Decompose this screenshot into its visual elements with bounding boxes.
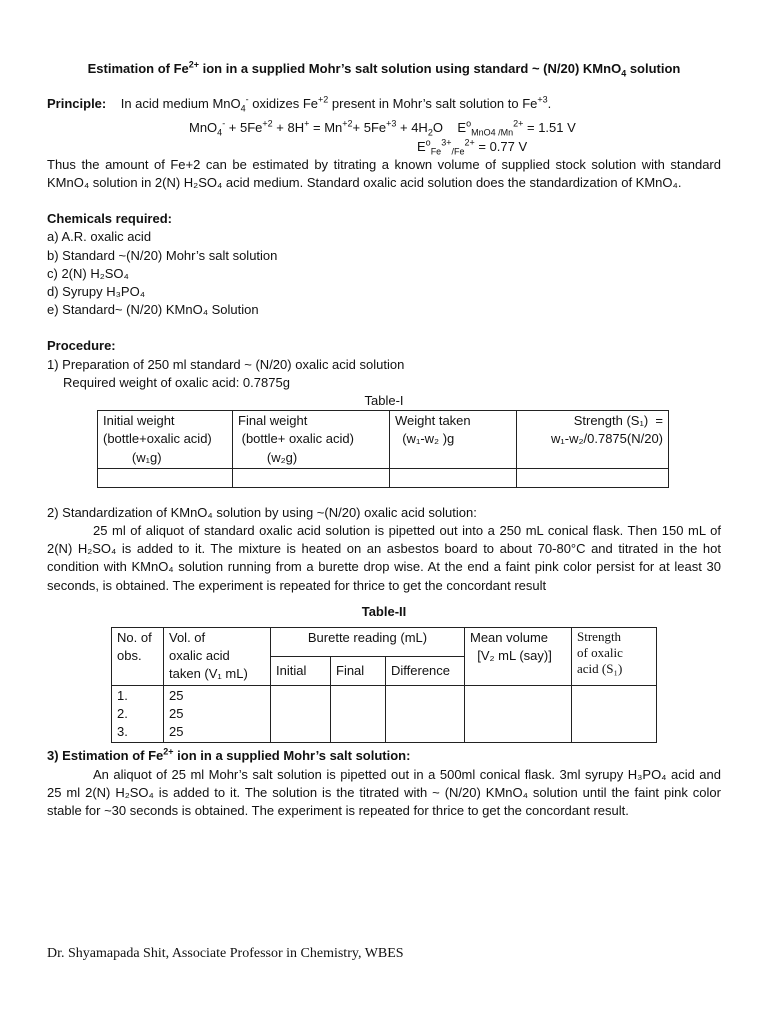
step2-heading: 2) Standardization of KMnO₄ solution by using ~(N/20) oxalic acid solution: [47,504,477,520]
table-header-cell: Strength of oxalic acid (S₁) [572,628,657,686]
table-header-cell: Initial weight (bottle+oxalic acid) (w₁g) [98,411,233,469]
table-cell: 1. 2. 3. [112,685,164,743]
procedure-heading: Procedure: [47,338,116,354]
table-cell [98,468,233,487]
step2-paragraph: 25 ml of aliquot of standard oxalic acid solution is pipetted out into a 250 mL conical flask. Then 150 mL of 2(N) H₂SO₄ is added to it. The mixture is heated on an asbestos board to about 70-80°C and titrated in the hot condition with KMnO₄ solution running from a burette drop wise. At the end a faint pink color persist for at least 30 seconds, is obtained. The experiment is repeated for thrice to get the concordant result [47,523,721,593]
table-2 [111,627,657,743]
document-title: Estimation of $Fe^{2+}$ ion in a supplied Mohr’s salt solution using standard ~ (N/20) KMnO$_4$ solution [87,59,681,79]
table-cell: 25 25 25 [164,685,271,743]
intro-paragraph: Thus the amount of Fe+2 can be estimated by titrating a known volume of supplied stock solution with standard KMnO₄ solution in 2(N) H₂SO₄ acid medium. Standard oxalic acid solution does the standardization of KMnO₄. [47,156,721,191]
iron-potential-equation: $E^o_{Fe}^{3+}_{/Fe}^{2+} = 0.77$ V [417,137,528,157]
table-cell [465,685,572,743]
list-item: d) Syrupy H₃PO₄ [47,284,146,300]
table-header-cell: Strength (S₁) = w₁-w₂/0.7875(N/20) [517,411,669,469]
table-row [98,411,669,469]
table-cell [386,685,465,743]
table-1 [97,410,669,488]
table-row [112,628,657,657]
table-row [112,685,657,743]
list-item: e) Standard~ (N/20) KMnO₄ Solution [47,302,259,318]
table-cell [331,685,386,743]
list-item: c) 2(N) H₂SO₄ [47,265,129,281]
redox-equation: $MnO_4^- + 5Fe^{+2} + 8H^+ = Mn^{+2}+ 5Fe^{+3} + 4H_2O$ $E^o_{MnO4 /Mn}^{2+} = 1.51$ V [189,119,576,138]
list-item: a) A.R. oxalic acid [47,229,152,245]
table-cell [517,468,669,487]
table-header-cell: Initial [271,656,331,685]
chemicals-list [47,228,721,319]
step1-weight: Required weight of oxalic acid: 0.7875g [63,374,290,390]
table-header-cell: Weight taken (w₁-w₂ )g [390,411,517,469]
table-header-cell: No. of obs. [112,628,164,686]
table-cell [271,685,331,743]
document-body [47,60,721,820]
table-header-cell: Final [331,656,386,685]
table-header-cell: Difference [386,656,465,685]
principle-line: Principle: In acid medium MnO$_4$- oxidizes $Fe^{+2}$ present in Mohr’s salt solution to $Fe^{+3}$. [47,94,552,114]
table2-caption: Table-II [361,603,407,619]
table-cell [233,468,390,487]
step3-paragraph: An aliquot of 25 ml Mohr’s salt solution is pipetted out in a 500ml conical flask. 3ml syrupy H₃PO₄ acid and 25 ml 2(N) H₂SO₄ is added to it. The solution is the titrated with ~ (N/20) KMnO₄ solution until the faint pink color stable for ~30 seconds is obtained. The experiment is repeated for thrice to get the concordant result. [47,766,721,818]
table-header-cell: Mean volume [V₂ mL (say)] [465,628,572,686]
table-row [98,468,669,487]
table1-caption: Table-I [364,393,404,409]
principle-label: Principle: [47,96,107,112]
step3-heading: 3) Estimation of $Fe^{2+}$ ion in a supplied Mohr’s salt solution: [47,746,411,764]
table-cell [390,468,517,487]
table-header-cell: Vol. of oxalic acid taken (V₁ mL) [164,628,271,686]
table-header-cell: Final weight (bottle+ oxalic acid) (w₂g) [233,411,390,469]
step1-heading: 1) Preparation of 250 ml standard ~ (N/20) oxalic acid solution [47,356,405,372]
author-footer: Dr. Shyamapada Shit, Associate Professor in Chemistry, WBES [47,946,404,961]
chemicals-heading: Chemicals required: [47,211,172,227]
table-cell [572,685,657,743]
table-header-cell: Burette reading (mL) [271,628,465,657]
list-item: b) Standard ~(N/20) Mohr’s salt solution [47,247,278,263]
